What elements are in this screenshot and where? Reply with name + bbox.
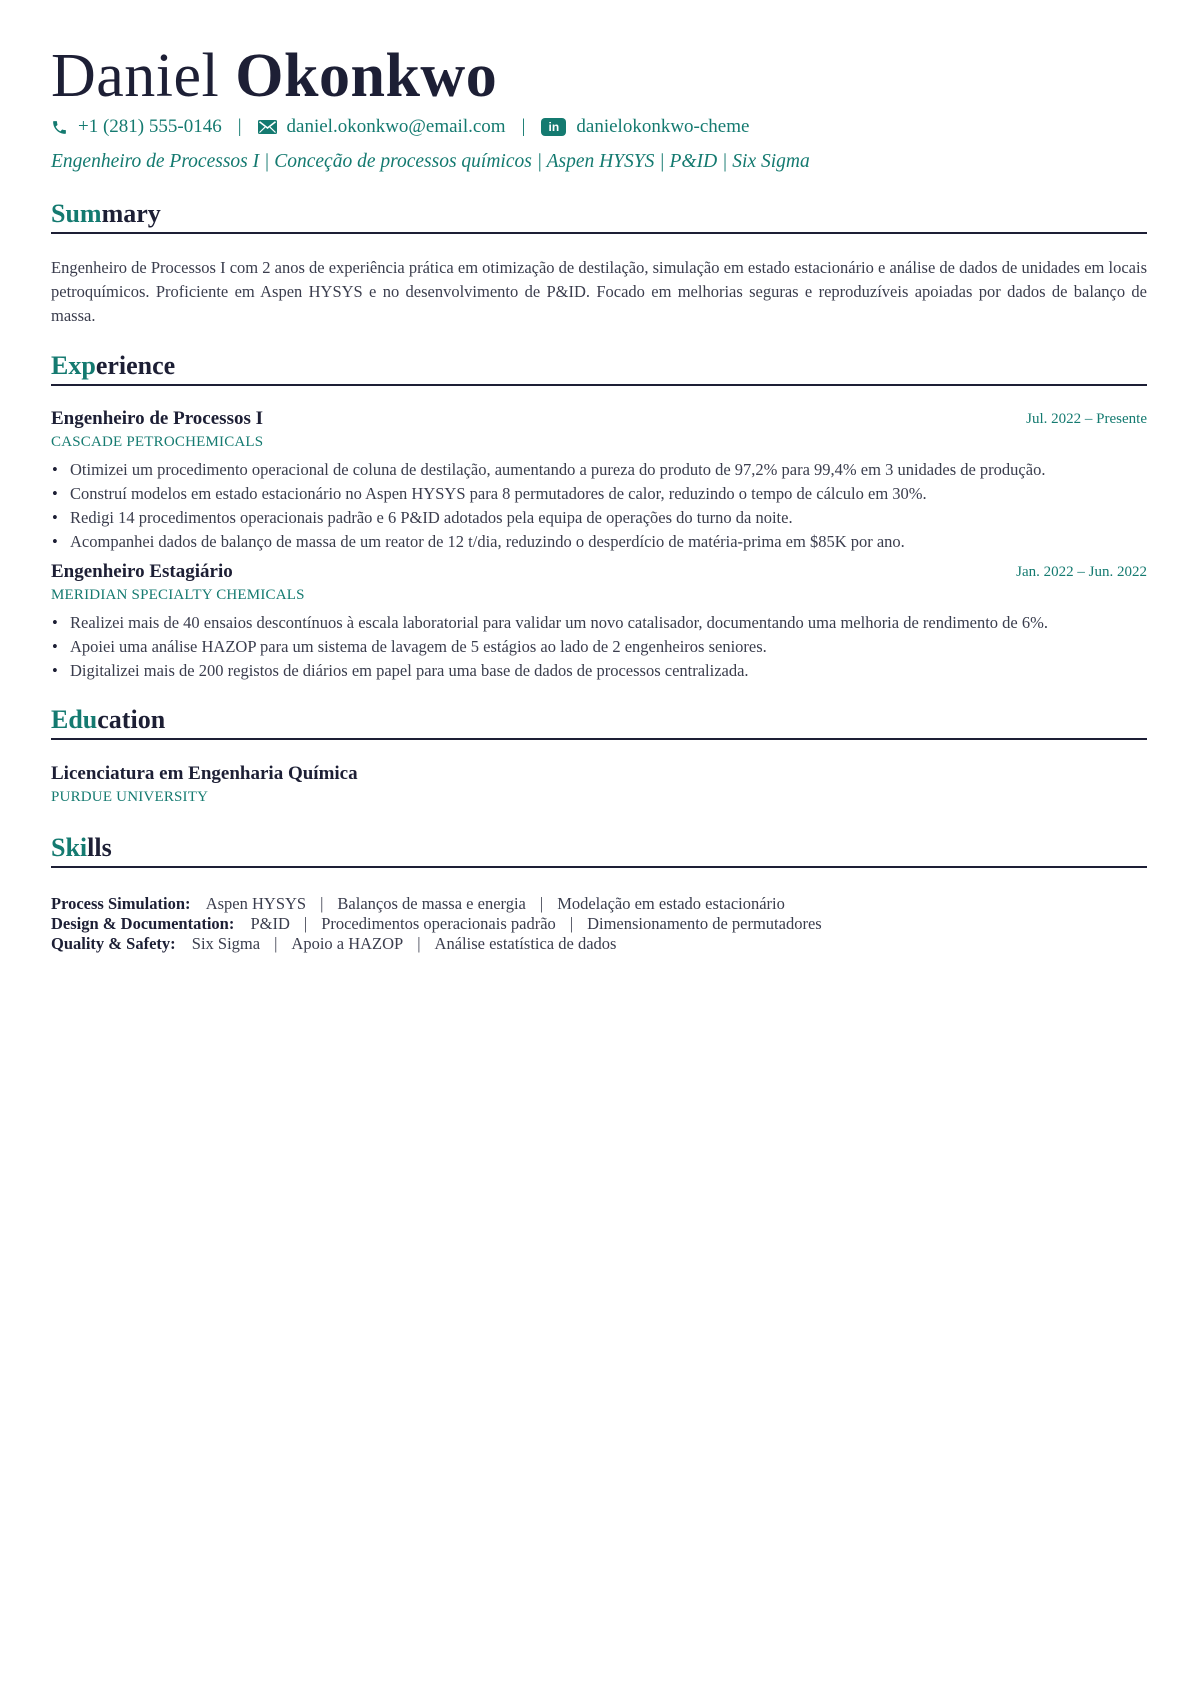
skill-item: Dimensionamento de permutadores bbox=[587, 914, 822, 933]
job-bullet: • Acompanhei dados de balanço de massa de um reator de 12 t/dia, reduzindo o desperdício de matéria-prima em $85K por ano. bbox=[51, 530, 1161, 554]
education-heading bbox=[51, 704, 1147, 740]
skill-separator: | bbox=[303, 914, 308, 933]
job-bullet: • Redigi 14 procedimentos operacionais padrão e 6 P&ID adotados pela equipa de operações do turno da noite. bbox=[51, 506, 1161, 530]
skills-heading bbox=[51, 832, 1147, 868]
skill-separator: | bbox=[569, 914, 574, 933]
skill-item: Six Sigma bbox=[191, 934, 261, 953]
skill-row bbox=[51, 934, 822, 954]
job-organization: CASCADE PETROCHEMICALS bbox=[51, 434, 264, 450]
job-title: Engenheiro de Processos I bbox=[51, 408, 263, 429]
skill-separator: | bbox=[539, 894, 544, 913]
contact-line bbox=[51, 114, 749, 140]
skill-category: Process Simulation: bbox=[51, 894, 191, 913]
skill-item: Apoio a HAZOP bbox=[291, 934, 404, 953]
experience-heading-accent: Exp bbox=[51, 351, 96, 380]
contact-separator: | bbox=[237, 116, 242, 137]
first-name: Daniel bbox=[51, 42, 220, 110]
job-bullet: • Otimizei um procedimento operacional de coluna de destilação, aumentando a pureza do produto de 97,2% para 99,4% em 3 unidades de produção. bbox=[51, 458, 1161, 482]
skill-item: Procedimentos operacionais padrão bbox=[321, 914, 556, 933]
summary-heading bbox=[51, 198, 1147, 234]
job-organization: MERIDIAN SPECIALTY CHEMICALS bbox=[51, 587, 305, 603]
summary-text: Engenheiro de Processos I com 2 anos de experiência prática em otimização de destilação, simulação em estado estacionário e análise de dados de unidades em locais petroquímicos. Proficiente em Aspen HYSYS e no desenvolvimento de P&ID. Focado em melhorias seguras e reproduzíveis apoiadas por dados de balanço de massa. bbox=[51, 258, 1147, 325]
phone-icon bbox=[51, 119, 68, 136]
skill-separator: | bbox=[320, 894, 324, 913]
headline: Engenheiro de Processos I | Conceção de processos químicos | Aspen HYSYS | P&ID | Six Sigma bbox=[51, 151, 810, 172]
phone-number[interactable]: +1 (281) 555-0146 bbox=[78, 116, 222, 137]
job-date: Jan. 2022 – Jun. 2022 bbox=[1016, 564, 1147, 580]
candidate-name bbox=[51, 40, 497, 112]
skills-heading-accent: Ski bbox=[51, 833, 88, 862]
summary-heading-rest: mary bbox=[101, 199, 161, 228]
email-link[interactable]: daniel.okonkwo@email.com bbox=[286, 116, 506, 137]
skill-row bbox=[51, 894, 822, 914]
experience-heading-rest: erience bbox=[95, 351, 176, 380]
skill-item: P&ID bbox=[250, 914, 290, 933]
skill-separator: | bbox=[417, 934, 421, 953]
linkedin-link[interactable]: danielokonkwo-cheme bbox=[576, 116, 750, 137]
skill-category: Quality & Safety: bbox=[51, 934, 176, 953]
job-bullet: • Apoiei uma análise HAZOP para um sistema de lavagem de 5 estágios ao lado de 2 engenheiros seniores. bbox=[51, 635, 1161, 659]
envelope-icon bbox=[258, 120, 277, 134]
job-date: Jul. 2022 – Presente bbox=[1026, 411, 1147, 427]
job-title: Engenheiro Estagiário bbox=[51, 561, 233, 582]
skills-heading-rest: lls bbox=[87, 833, 112, 862]
contact-separator: | bbox=[521, 116, 526, 137]
skills-list bbox=[51, 894, 822, 954]
skill-item: Balanços de massa e energia bbox=[337, 894, 526, 913]
experience-heading bbox=[51, 350, 1147, 386]
job-bullet: • Digitalizei mais de 200 registos de diários em papel para uma base de dados de processos centralizada. bbox=[51, 659, 1161, 683]
skill-separator: | bbox=[274, 934, 278, 953]
education-heading-rest: cation bbox=[97, 705, 166, 734]
education-heading-accent: Edu bbox=[51, 705, 98, 734]
job-bullets bbox=[51, 458, 1161, 554]
skill-category: Design & Documentation: bbox=[51, 914, 235, 933]
skill-row bbox=[51, 914, 822, 934]
skill-item: Análise estatística de dados bbox=[434, 934, 617, 953]
job-bullet: • Construí modelos em estado estacionário no Aspen HYSYS para 8 permutadores de calor, reduzindo o tempo de cálculo em 30%. bbox=[51, 482, 1161, 506]
job-bullet: • Realizei mais de 40 ensaios descontínuos à escala laboratorial para validar um novo catalisador, documentando uma melhoria de rendimento de 6%. bbox=[51, 611, 1161, 635]
job-bullets bbox=[51, 611, 1161, 683]
skill-item: Modelação em estado estacionário bbox=[557, 894, 785, 913]
summary-heading-accent: Sum bbox=[51, 199, 102, 228]
school-name: PURDUE UNIVERSITY bbox=[51, 789, 209, 805]
degree-title: Licenciatura em Engenharia Química bbox=[51, 763, 358, 784]
linkedin-badge: in bbox=[541, 118, 566, 136]
skill-item: Aspen HYSYS bbox=[205, 894, 307, 913]
linkedin-icon bbox=[541, 118, 566, 136]
last-name: Okonkwo bbox=[235, 42, 498, 110]
